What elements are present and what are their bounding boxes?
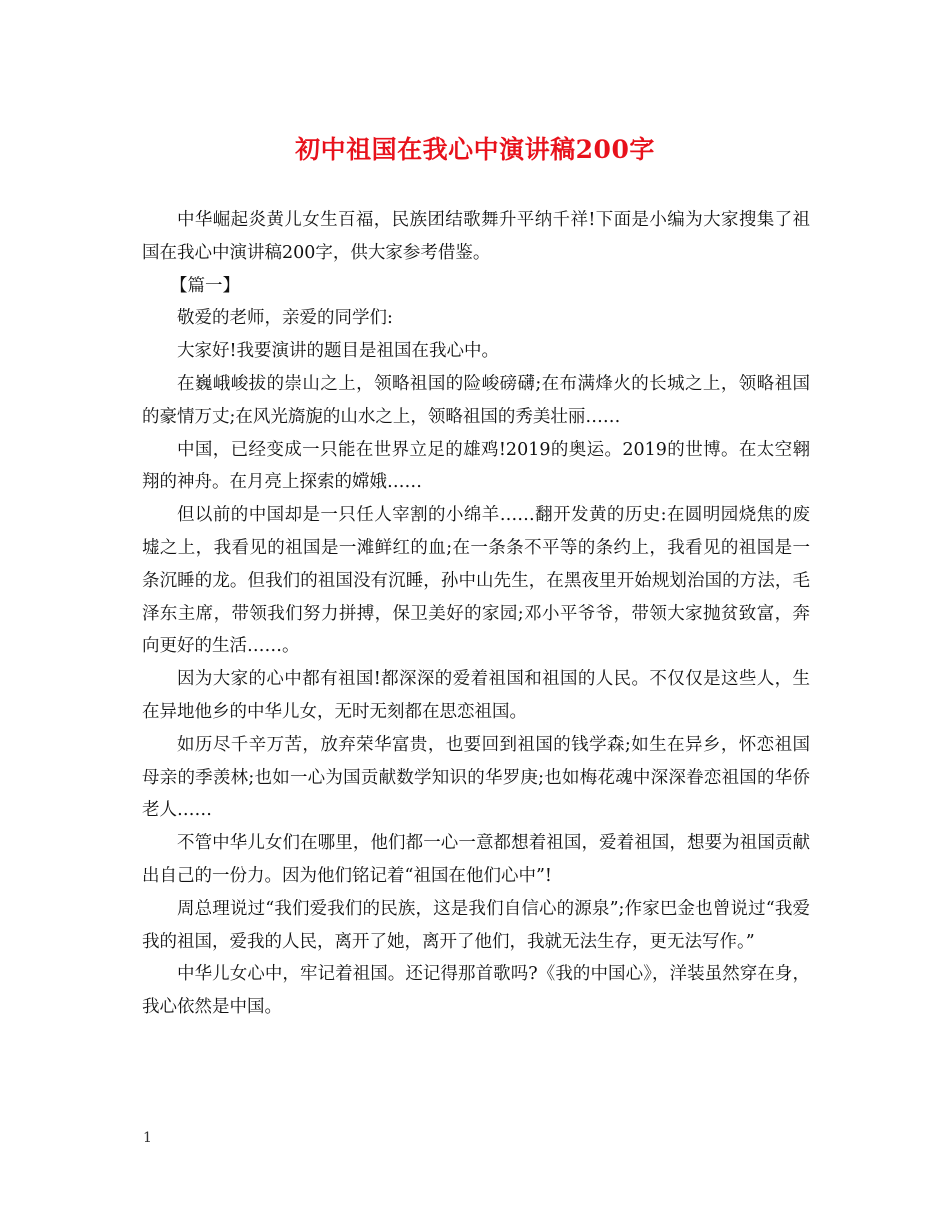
paragraph: 因为大家的心中都有祖国!都深深的爱着祖国和祖国的人民。不仅仅是这些人，生在异地他乡的中华儿女，无时无刻都在思恋祖国。	[142, 669, 810, 722]
page-number: 1	[143, 1130, 152, 1146]
paragraph: 如历尽千辛万苦，放弃荣华富贵，也要回到祖国的钱学森;如生在异乡，怀恋祖国母亲的季羡林;也如一心为国贡献数学知识的华罗庚;也如梅花魂中深深眷恋祖国的华侨老人……	[142, 734, 810, 821]
document-body	[142, 204, 810, 1024]
paragraph: 大家好!我要演讲的题目是祖国在我心中。	[177, 341, 500, 362]
paragraph: 在巍峨峻拔的崇山之上，领略祖国的险峻磅礴;在布满烽火的长城之上，领略祖国的豪情万丈;在风光旖旎的山水之上，领略祖国的秀美壮丽……	[142, 373, 810, 427]
paragraph: 周总理说过“我们爱我们的民族，这是我们自信心的源泉”;作家巴金也曾说过“我爱我的祖国，爱我的人民，离开了她，离开了他们，我就无法生存，更无法写作。”	[142, 898, 810, 952]
document-title: 初中祖国在我心中演讲稿200字	[295, 135, 655, 164]
section-label: 【篇一】	[170, 275, 240, 296]
paragraph: 中国，已经变成一只能在世界立足的雄鸡!2019的奥运。2019的世博。在太空翱翔的神舟。在月亮上探索的嫦娥……	[142, 439, 810, 493]
intro-paragraph: 中华崛起炎黄儿女生百福，民族团结歌舞升平纳千祥!下面是小编为大家搜集了祖国在我心中演讲稿200字，供大家参考借鉴。	[142, 210, 810, 263]
paragraph: 中华儿女心中，牢记着祖国。还记得那首歌吗?《我的中国心》，洋装虽然穿在身，我心依然是中国。	[142, 964, 810, 1018]
paragraph: 敬爱的老师，亲爱的同学们:	[177, 308, 393, 329]
paragraph: 不管中华儿女们在哪里，他们都一心一意都想着祖国，爱着祖国，想要为祖国贡献出自己的一份力。因为他们铭记着“祖国在他们心中”!	[142, 833, 810, 886]
paragraph: 但以前的中国却是一只任人宰割的小绵羊……翻开发黄的历史:在圆明园烧焦的废墟之上，我看见的祖国是一滩鲜红的血;在一条条不平等的条约上，我看见的祖国是一条沉睡的龙。但我们的祖国没有沉睡，孙中山先生，在黑夜里开始规划治国的方法，毛泽东主席，带领我们努力拼搏，保卫美好的家园;邓小平爷爷，带领大家抛贫致富，奔向更好的生活……。	[142, 505, 810, 657]
